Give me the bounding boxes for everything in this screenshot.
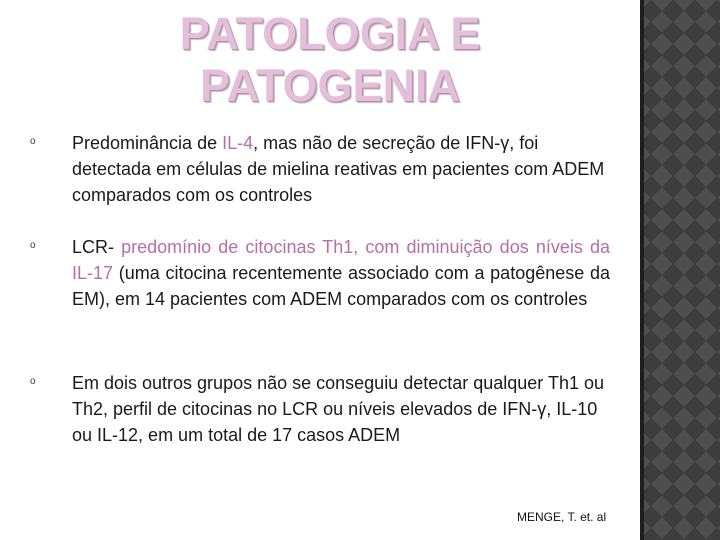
bullet-2-text-part-2: (uma citocina recentemente associado com a patogênese da EM), em 14 pacientes com ADEM comparados com os controles <box>72 263 610 309</box>
slide-title-line-1: PATOLOGIA E <box>179 8 481 59</box>
bullet-1-highlight: IL-4 <box>222 133 254 153</box>
bullet-1-text-part-2: , mas não de secreção de IFN-γ, foi detectada em células de mielina reativas em pacientes com ADEM comparados com os controles <box>72 133 605 205</box>
bullet-text-2 <box>72 234 610 312</box>
bullet-text-3 <box>72 370 610 448</box>
citation: MENGE, T. et. al <box>517 510 607 524</box>
panel-edge-divider <box>640 0 644 540</box>
slide-title <box>150 8 510 112</box>
bullet-3-text-part-1: Em dois outros grupos não se conseguiu detectar qualquer Th1 ou Th2, perfil de citocinas no LCR ou níveis elevados de IFN-γ, IL-10 ou IL-12, em um total de 17 casos ADEM <box>72 373 605 445</box>
bullet-2-highlight: predomínio de citocinas Th1, com diminuição dos níveis da IL-17 <box>72 237 610 283</box>
bullet-item-2 <box>30 234 610 312</box>
slide-title-line-2: PATOGENIA <box>199 60 461 111</box>
bullet-marker-icon: o <box>30 136 36 147</box>
bullet-item-3 <box>30 370 610 448</box>
bullet-marker-icon: o <box>30 240 36 251</box>
bullet-text-1 <box>72 130 610 208</box>
bullet-item-1 <box>30 130 610 208</box>
bullet-2-text-part-1: LCR- <box>72 237 122 257</box>
decorative-side-panel <box>640 0 720 540</box>
bullet-1-text-part-1: Predominância de <box>72 133 223 153</box>
bullet-marker-icon: o <box>30 376 36 387</box>
